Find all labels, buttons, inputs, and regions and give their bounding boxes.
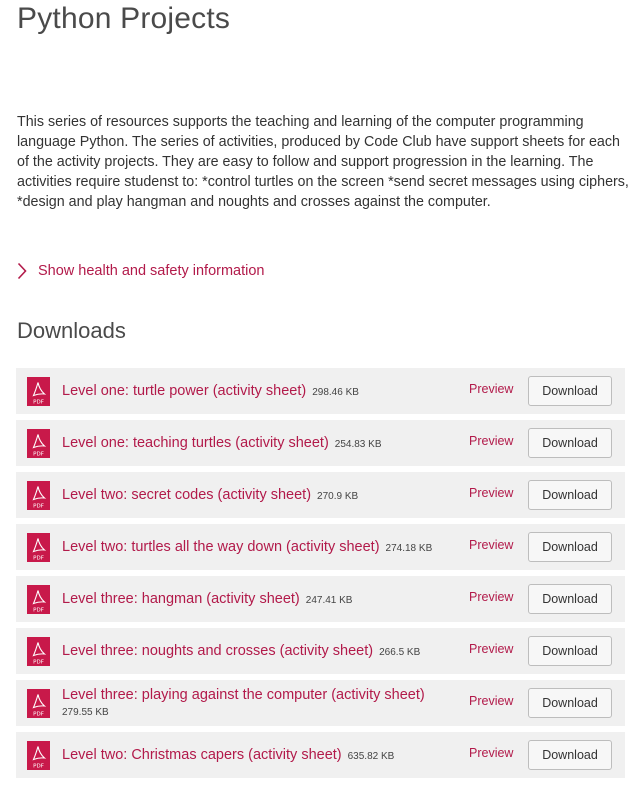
file-size: 266.5 KB [379, 646, 421, 658]
download-button[interactable]: Download [528, 740, 612, 770]
svg-text:PDF: PDF [33, 763, 44, 770]
pdf-icon [27, 429, 50, 458]
preview-link[interactable]: Preview [469, 694, 514, 708]
download-button[interactable]: Download [528, 532, 612, 562]
pdf-icon [27, 585, 50, 614]
file-size: 270.9 KB [317, 490, 359, 502]
svg-text:PDF: PDF [33, 451, 44, 458]
pdf-icon [27, 533, 50, 562]
preview-link[interactable]: Preview [469, 590, 514, 604]
pdf-icon [27, 689, 50, 718]
preview-link[interactable]: Preview [469, 642, 514, 656]
downloads-list [16, 368, 625, 784]
pdf-icon [27, 741, 50, 770]
download-row [16, 680, 625, 726]
preview-link[interactable]: Preview [469, 746, 514, 760]
health-safety-label: Show health and safety information [38, 263, 265, 279]
file-link[interactable]: Level one: teaching turtles (activity sheet) [62, 434, 329, 451]
download-row [16, 472, 625, 518]
file-size: 274.18 KB [385, 542, 433, 554]
download-row [16, 368, 625, 414]
file-link[interactable]: Level three: hangman (activity sheet) [62, 590, 300, 607]
file-size: 298.46 KB [312, 386, 359, 398]
downloads-heading: Downloads [17, 318, 126, 343]
download-row [16, 628, 625, 674]
download-button[interactable]: Download [528, 584, 612, 614]
download-row [16, 576, 625, 622]
chevron-right-icon [17, 262, 27, 280]
download-button[interactable]: Download [528, 636, 612, 666]
pdf-icon [27, 481, 50, 510]
intro-text: This series of resources supports the teaching and learning of the computer programming language Python. The series of activities, produced by Code Club have support sheets for each of the activity projects. They are easy to follow and support progression in the learning. The activities require studenst to: *control turtles on the screen *send secret messages using ciphers, *design and play hangman and noughts and crosses against the computer. [17, 114, 629, 210]
svg-text:PDF: PDF [33, 659, 44, 666]
download-row [16, 420, 625, 466]
download-button[interactable]: Download [528, 688, 612, 718]
svg-text:PDF: PDF [33, 555, 44, 562]
download-button[interactable]: Download [528, 480, 612, 510]
download-button[interactable]: Download [528, 428, 612, 458]
file-size: 247.41 KB [305, 594, 353, 606]
health-safety-toggle[interactable] [17, 262, 265, 280]
preview-link[interactable]: Preview [469, 486, 514, 500]
svg-text:PDF: PDF [33, 399, 44, 406]
download-button[interactable]: Download [528, 376, 612, 406]
file-link[interactable]: Level one: turtle power (activity sheet) [62, 382, 307, 399]
file-link[interactable]: Level two: secret codes (activity sheet) [62, 486, 312, 503]
page-title: Python Projects [17, 2, 231, 35]
preview-link[interactable]: Preview [469, 538, 514, 552]
preview-link[interactable]: Preview [469, 382, 514, 396]
file-size: 254.83 KB [334, 438, 382, 450]
svg-text:PDF: PDF [33, 503, 44, 510]
file-size: 279.55 KB [62, 706, 109, 718]
download-row [16, 524, 625, 570]
download-row [16, 732, 625, 778]
file-link[interactable]: Level two: turtles all the way down (activity sheet) [62, 538, 380, 555]
preview-link[interactable]: Preview [469, 434, 514, 448]
file-link[interactable]: Level two: Christmas capers (activity sheet) [62, 746, 342, 763]
file-link[interactable]: Level three: noughts and crosses (activity sheet) [62, 642, 374, 659]
file-size: 635.82 KB [347, 750, 395, 762]
svg-text:PDF: PDF [33, 607, 44, 614]
svg-text:PDF: PDF [33, 711, 44, 718]
pdf-icon [27, 637, 50, 666]
pdf-icon [27, 377, 50, 406]
file-link[interactable]: Level three: playing against the computer (activity sheet) [62, 686, 425, 703]
